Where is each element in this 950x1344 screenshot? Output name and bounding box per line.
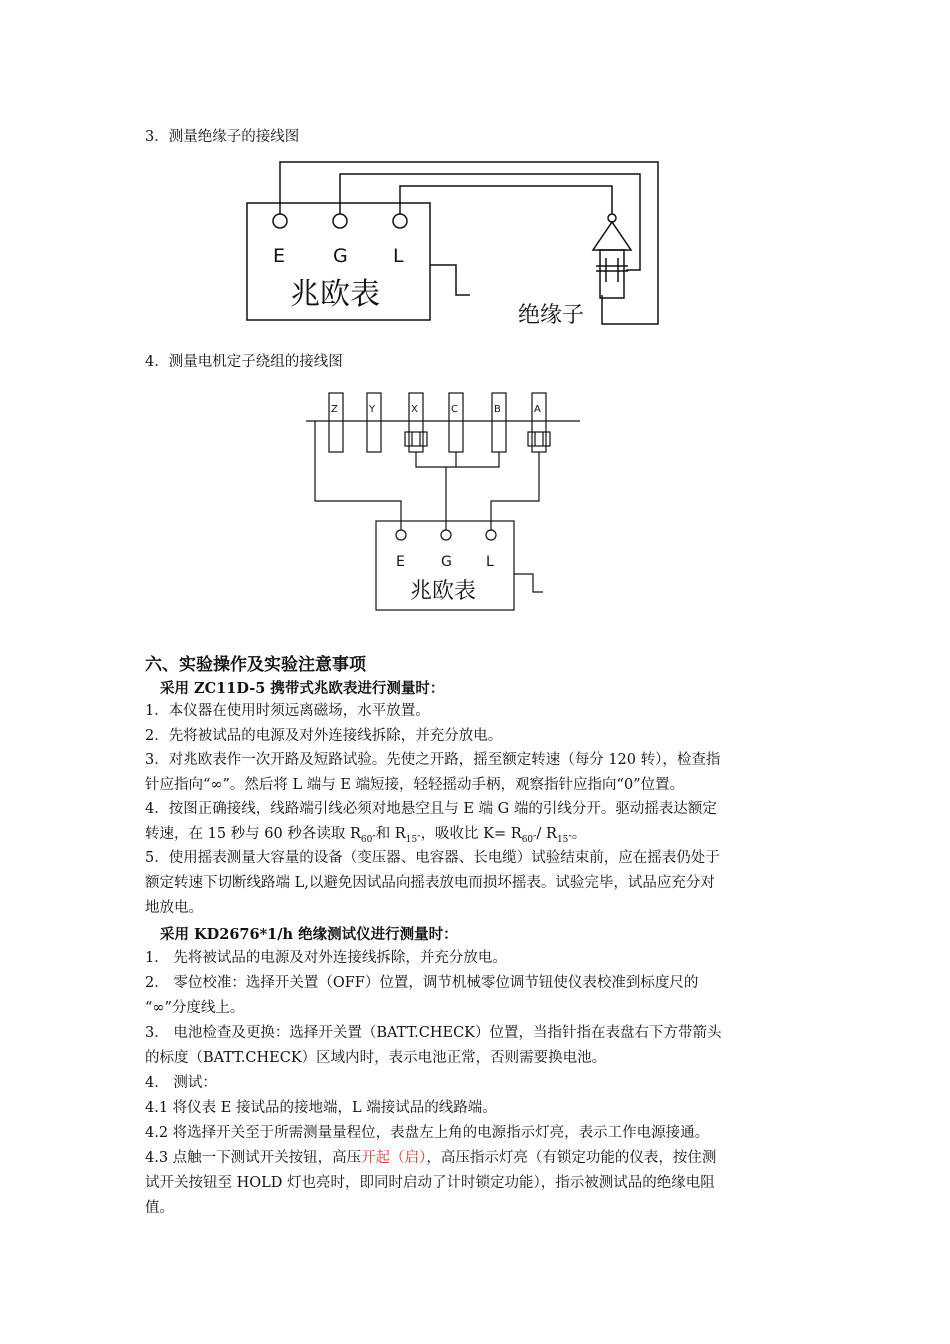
paragraph-line: 额定转速下切断线路端 L,以避免因试品向摇表放电而损坏摇表。试验完毕，试品应充分对 [145, 875, 715, 891]
terminal-l-label: L [393, 245, 404, 267]
section-heading: 六、实验操作及实验注意事项 [145, 655, 366, 675]
paragraph-line: 4.1 将仪表 E 接试品的接地端，L 端接试品的线路端。 [145, 1100, 497, 1116]
winding-label-c: C [451, 404, 458, 415]
winding-label-a: A [534, 404, 541, 415]
winding-label-b: B [494, 404, 501, 415]
terminal-g-label: G [441, 554, 452, 570]
terminal-e-label: E [396, 554, 405, 570]
paragraph-line: 地放电。 [145, 900, 203, 916]
meter-label: 兆欧表 [410, 579, 477, 604]
paragraph-line: 值。 [145, 1200, 174, 1216]
paragraph-line: 4． 测试： [145, 1075, 217, 1091]
paragraph-line: 1． 先将被试品的电源及对外连接线拆除，并充分放电。 [145, 950, 507, 966]
paragraph-line: 试开关按钮至 HOLD 灯也亮时，即同时启动了计时锁定功能），指示被测试品的绝缘电阻 [145, 1175, 715, 1191]
meter-label: 兆欧表 [290, 277, 380, 312]
winding-label-z: Z [331, 404, 338, 415]
paragraph-line: 的标度（BATT.CHECK）区域内时，表示电池正常，否则需要换电池。 [145, 1050, 607, 1066]
paragraph-line: “∞”分度线上。 [145, 1000, 245, 1016]
fig3-caption: 3．测量绝缘子的接线图 [145, 129, 300, 145]
highlight-text: 开起（启） [361, 1150, 427, 1166]
absorption-ratio-line: 转速，在 15 秒与 60 秒各读取 $R_{60''}$和 $R_{15''}$，吸收比 $K= R_{60''}/$ $R_{15''}$。 [145, 826, 587, 845]
terminal-g-label: G [333, 245, 348, 267]
paragraph-line: 4．按图正确接线，线路端引线必须对地悬空且与 E 端 G 端的引线分开。驱动摇表达额定 [145, 801, 717, 817]
fig4-caption: 4．测量电机定子绕组的接线图 [145, 354, 343, 370]
paragraph-line-highlight: 4.3 点触一下测试开关按钮，高压开起（启），高压指示灯亮（有锁定功能的仪表，按住测 [145, 1150, 717, 1166]
subheading-kd2676: 采用 KD2676*1/h 绝缘测试仪进行测量时： [160, 926, 458, 943]
paragraph-line: 2．先将被试品的电源及对外连接线拆除，并充分放电。 [145, 728, 503, 744]
insulator-label: 绝缘子 [518, 303, 585, 328]
stator-winding-diagram [0, 0, 950, 640]
paragraph-line: 3． 电池检查及更换：选择开关置（BATT.CHECK）位置，当指针指在表盘右下方带箭头 [145, 1025, 722, 1041]
subheading-zc11d: 采用 ZC11D-5 携带式兆欧表进行测量时： [160, 680, 445, 697]
paragraph-line: 5．使用摇表测量大容量的设备（变压器、电容器、长电缆）试验结束前，应在摇表仍处于 [145, 850, 720, 866]
paragraph-line: 3．对兆欧表作一次开路及短路试验。先使之开路，摇至额定转速（每分 120 转），检查指 [145, 752, 721, 768]
paragraph-line: 1．本仪器在使用时须远离磁场，水平放置。 [145, 703, 430, 719]
winding-label-x: X [411, 404, 418, 415]
paragraph-line: 针应指向“∞”。然后将 L 端与 E 端短接，轻轻摇动手柄，观察指针应指向“0”位置。 [145, 777, 685, 793]
winding-label-y: Y [369, 404, 376, 415]
paragraph-line: 4.2 将选择开关至于所需测量量程位，表盘左上角的电源指示灯亮，表示工作电源接通。 [145, 1125, 710, 1141]
terminal-l-label: L [486, 554, 494, 570]
terminal-e-label: E [273, 245, 286, 267]
paragraph-line: 2． 零位校准：选择开关置（OFF）位置，调节机械零位调节钮使仪表校准到标度尺的 [145, 975, 699, 991]
